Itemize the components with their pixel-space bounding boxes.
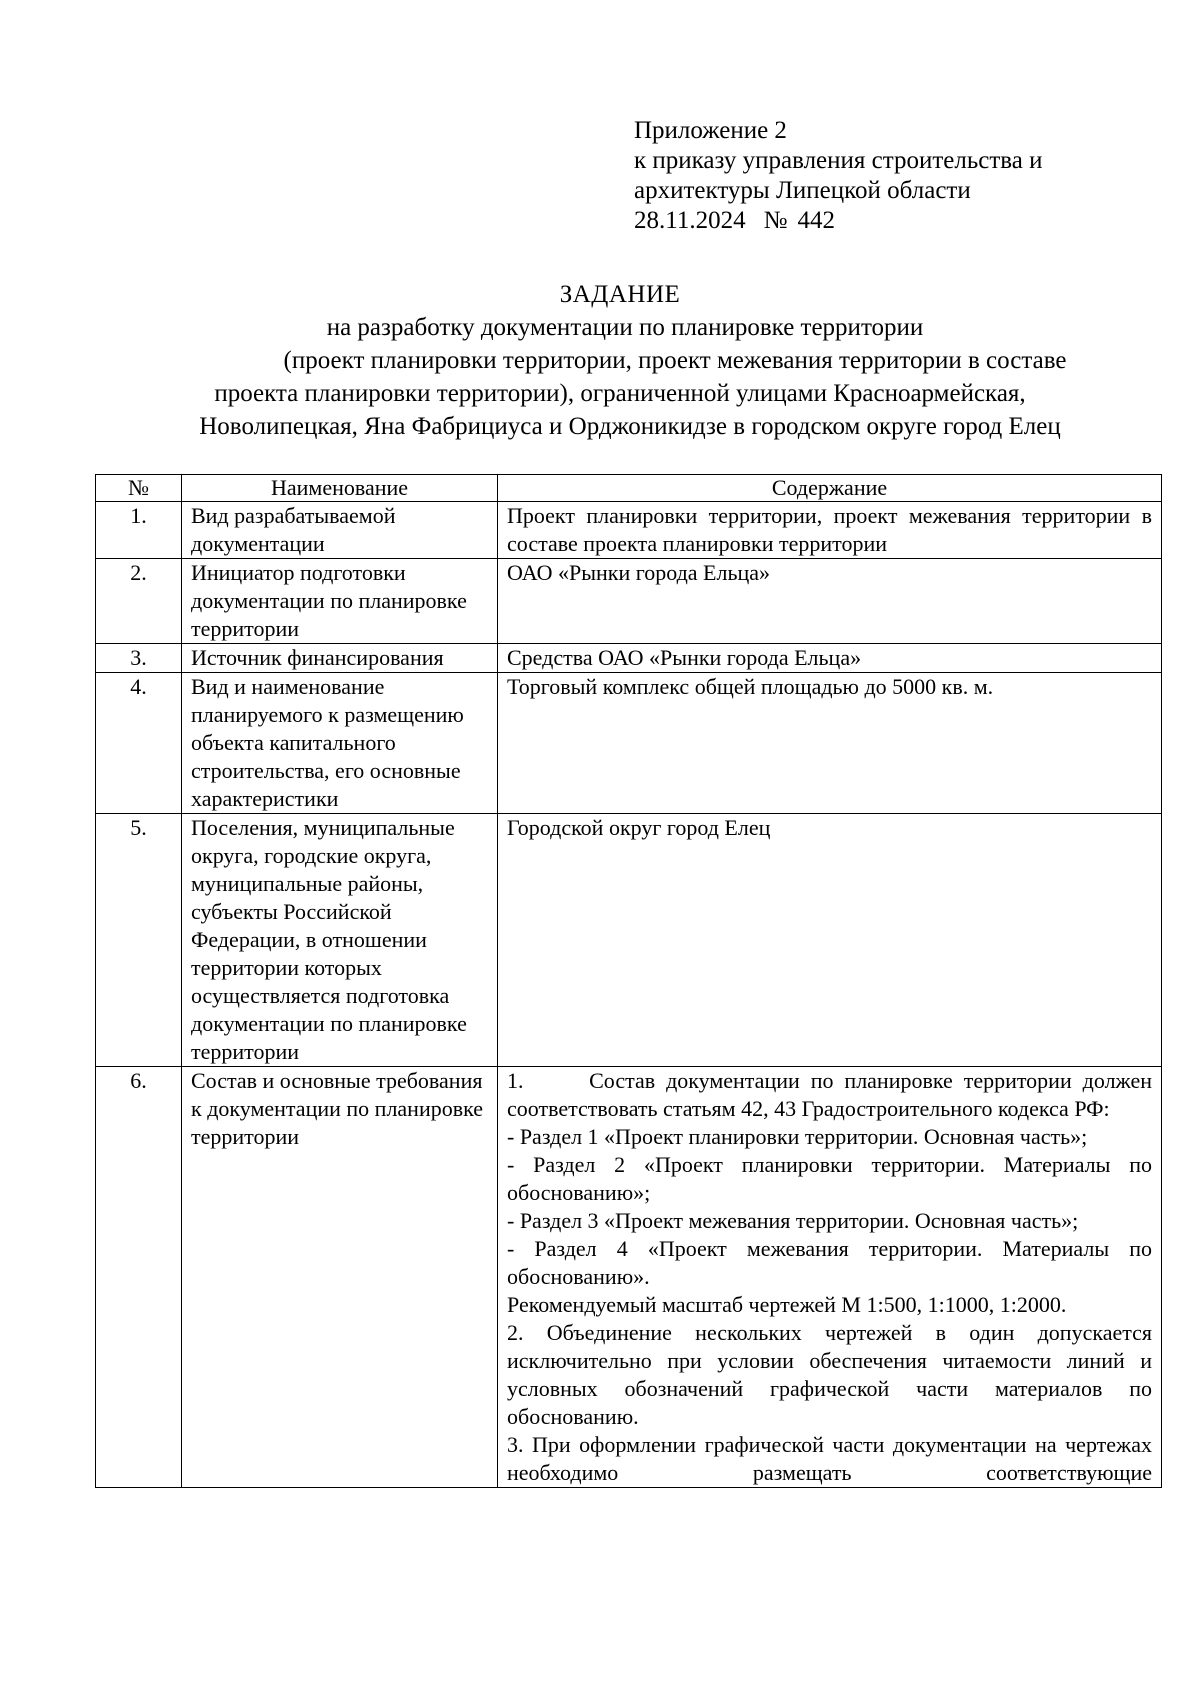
row-num: 4. [96, 673, 182, 814]
header-content: Содержание [498, 475, 1162, 502]
content-paragraph: 3. При оформлении графической части документации на чертежах необходимо размещать соответствующие [507, 1432, 1152, 1485]
row-content [498, 1067, 1162, 1488]
title-line-1: на разработку документации по планировке территории [326, 314, 924, 341]
appendix-line-1: Приложение 2 [634, 117, 787, 144]
row-name: Источник финансирования [182, 644, 498, 673]
order-date: 28.11.2024 [634, 207, 746, 234]
content-paragraph: - Раздел 4 «Проект межевания территории. Материалы по обоснованию». [507, 1236, 1152, 1289]
row-num: 2. [96, 559, 182, 644]
appendix-date-number [634, 206, 1042, 236]
table-row [96, 502, 1162, 559]
row-num: 6. [96, 1067, 182, 1488]
row-name: Инициатор подготовки документации по планировке территории [182, 559, 498, 644]
row-num: 3. [96, 644, 182, 673]
row-name: Вид и наименование планируемого к размещению объекта капитального строительства, его основные характеристики [182, 673, 498, 814]
content-paragraph: 1. Состав документации по планировке территории должен соответствовать статьям 42, 43 Градостроительного кодекса РФ: [507, 1068, 1158, 1121]
content-paragraph: - Раздел 2 «Проект планировки территории. Материалы по обоснованию»; [507, 1152, 1152, 1205]
row-name: Поселения, муниципальные округа, городские округа, муниципальные районы, субъекты Российской Федерации, в отношении территории которых осуществляется подготовка документации по планировке территории [182, 814, 498, 1067]
header-name: Наименование [182, 475, 498, 502]
appendix-line-3: архитектуры Липецкой области [634, 177, 971, 204]
title-heading: ЗАДАНИЕ [559, 281, 681, 308]
content-paragraph: - Раздел 1 «Проект планировки территории. Основная часть»; [507, 1124, 1088, 1149]
order-number-sign: № [763, 207, 788, 234]
title-line-3: проекта планировки территории), ограниченной улицами Красноармейская, [214, 380, 1026, 407]
table-header-row [96, 475, 1162, 502]
content-paragraph: - Раздел 3 «Проект межевания территории. Основная часть»; [507, 1208, 1079, 1233]
title-line-2: (проект планировки территории, проект межевания территории в составе [283, 347, 1067, 374]
row-name: Вид разрабатываемой документации [182, 502, 498, 559]
content-paragraph: 2. Объединение нескольких чертежей в один допускается исключительно при условии обеспечения читаемости линий и условных обозначений графической части материалов по обоснованию. [507, 1320, 1152, 1429]
content-paragraph: Средства ОАО «Рынки города Ельца» [507, 645, 862, 670]
table-row [96, 644, 1162, 673]
row-num: 1. [96, 502, 182, 559]
row-num: 5. [96, 814, 182, 1067]
content-paragraph: Торговый комплекс общей площадью до 5000 кв. м. [507, 674, 994, 699]
header-num: № [96, 475, 182, 502]
document-title [80, 278, 1160, 443]
content-paragraph: Рекомендуемый масштаб чертежей М 1:500, 1:1000, 1:2000. [507, 1292, 1067, 1317]
order-number: 442 [797, 207, 835, 234]
row-content [498, 644, 1162, 673]
appendix-block [634, 116, 1042, 236]
title-line-4: Новолипецкая, Яна Фабрициуса и Орджоникидзе в городском округе город Елец [199, 413, 1061, 440]
task-table [95, 474, 1162, 1488]
table-row [96, 673, 1162, 814]
content-paragraph: Городской округ город Елец [507, 815, 771, 840]
appendix-line-2: к приказу управления строительства и [634, 147, 1043, 174]
row-name: Состав и основные требования к документации по планировке территории [182, 1067, 498, 1488]
table-row [96, 559, 1162, 644]
content-paragraph: Проект планировки территории, проект межевания территории в составе проекта планировки территории [507, 503, 1152, 556]
content-paragraph: ОАО «Рынки города Ельца» [507, 560, 771, 585]
row-content [498, 502, 1162, 559]
table-row [96, 1067, 1162, 1488]
row-content [498, 559, 1162, 644]
table-row [96, 814, 1162, 1067]
row-content [498, 673, 1162, 814]
row-content [498, 814, 1162, 1067]
